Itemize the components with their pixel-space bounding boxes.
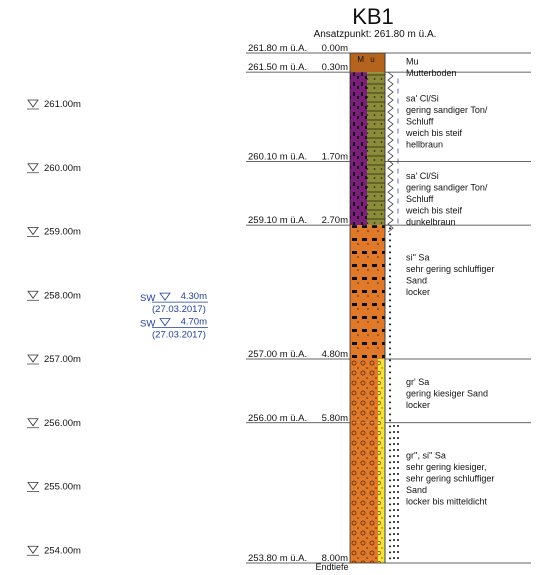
stratum-fill xyxy=(350,225,385,359)
groundwater-level: 4.70m xyxy=(180,316,207,328)
dot-mark xyxy=(393,533,395,535)
dot-mark xyxy=(389,443,391,445)
cohesive-symbol xyxy=(388,72,393,232)
boundary-depth: 8.00m xyxy=(321,553,348,564)
dot-mark xyxy=(397,455,399,457)
layer-description-line: locker bis mitteldicht xyxy=(406,496,488,507)
dot-mark xyxy=(389,467,391,469)
dot-mark xyxy=(397,539,399,541)
dot-mark xyxy=(393,527,395,529)
dot-mark xyxy=(389,245,391,247)
dot-mark xyxy=(389,281,391,283)
layer-description-line: si'' Sa xyxy=(406,252,430,263)
dot-mark xyxy=(389,401,391,403)
elevation-scale-label: 254.00m xyxy=(44,545,81,557)
dot-mark xyxy=(393,515,395,517)
dot-mark xyxy=(393,449,395,451)
dot-mark xyxy=(397,557,399,559)
stratum-fill xyxy=(350,72,367,225)
dot-mark xyxy=(397,437,399,439)
boundary-elevation: 261.50 m ü.A. xyxy=(248,62,308,74)
dot-mark xyxy=(393,545,395,547)
dot-mark xyxy=(389,527,391,529)
dot-mark xyxy=(397,431,399,433)
boundary-depth: 2.70m xyxy=(321,215,348,227)
dot-mark xyxy=(389,317,391,319)
dot-mark xyxy=(389,329,391,331)
layer-description-line: Sand xyxy=(406,275,428,286)
elevation-scale-label: 256.00m xyxy=(44,417,81,429)
layer-description-line: Schluff xyxy=(406,194,434,205)
layer-description-line: locker xyxy=(406,399,431,410)
dot-mark xyxy=(397,443,399,445)
layer-description-line: sehr gering kiesiger, xyxy=(406,461,487,472)
dot-mark xyxy=(389,551,391,553)
dot-mark xyxy=(389,299,391,301)
dot-mark xyxy=(389,497,391,499)
boundary-elevation: 260.10 m ü.A. xyxy=(248,151,308,163)
layer-description-line: dunkelbraun xyxy=(406,217,456,228)
dot-mark xyxy=(389,233,391,235)
dot-mark xyxy=(389,389,391,391)
water-level-triangle-icon xyxy=(160,293,170,300)
dot-mark xyxy=(389,557,391,559)
dot-mark xyxy=(389,461,391,463)
dot-mark xyxy=(389,395,391,397)
level-triangle-icon xyxy=(28,419,38,426)
dot-mark xyxy=(389,287,391,289)
log-title: KB1 xyxy=(352,4,394,29)
dot-mark xyxy=(389,455,391,457)
elevation-scale-label: 255.00m xyxy=(44,481,81,493)
dot-mark xyxy=(389,371,391,373)
dot-mark xyxy=(393,551,395,553)
dot-mark xyxy=(389,269,391,271)
dot-mark xyxy=(393,467,395,469)
gravel-strip xyxy=(378,359,385,563)
layer-description-line: gering sandiger Ton/ xyxy=(406,182,488,193)
dot-mark xyxy=(397,473,399,475)
level-triangle-icon xyxy=(28,546,38,553)
dot-mark xyxy=(397,521,399,523)
level-triangle-icon xyxy=(28,164,38,171)
dot-mark xyxy=(393,479,395,481)
dot-mark xyxy=(397,479,399,481)
dot-mark xyxy=(393,557,395,559)
elevation-scale-label: 257.00m xyxy=(44,354,81,365)
boundary-elevation: 261.80 m ü.A. xyxy=(248,43,308,54)
dot-mark xyxy=(389,413,391,415)
dot-mark xyxy=(389,437,391,439)
layer-description-line: weich bis steif xyxy=(406,127,463,138)
dot-mark xyxy=(397,449,399,451)
topsoil-code: M u xyxy=(357,55,377,64)
dot-mark xyxy=(389,545,391,547)
dot-mark xyxy=(389,431,391,433)
dot-mark xyxy=(393,521,395,523)
boundary-elevation: 257.00 m ü.A. xyxy=(248,349,308,360)
dot-mark xyxy=(389,521,391,523)
dot-mark xyxy=(397,533,399,535)
layer-description-line: Sand xyxy=(406,484,428,495)
dot-mark xyxy=(389,383,391,385)
layer-description-line: gering kiesiger Sand xyxy=(406,388,489,399)
elevation-scale-label: 259.00m xyxy=(44,226,81,238)
layer-description-line: gr' Sa xyxy=(406,376,430,387)
layer-description-line: sehr gering schluffiger xyxy=(406,264,495,275)
dot-mark xyxy=(389,503,391,505)
groundwater-level: 4.30m xyxy=(180,291,207,303)
elevation-scale-label: 258.00m xyxy=(44,290,81,302)
layer-description-line: Mutterboden xyxy=(406,67,457,78)
dot-mark xyxy=(389,485,391,487)
dot-mark xyxy=(389,509,391,511)
dot-mark xyxy=(393,473,395,475)
dot-mark xyxy=(389,449,391,451)
dot-mark xyxy=(389,407,391,409)
dot-mark xyxy=(389,515,391,517)
dot-mark xyxy=(389,359,391,361)
dot-mark xyxy=(393,497,395,499)
dot-mark xyxy=(397,461,399,463)
elevation-scale-label: 260.00m xyxy=(44,162,81,174)
dot-mark xyxy=(397,551,399,553)
dot-mark xyxy=(393,437,395,439)
dot-mark xyxy=(393,431,395,433)
dot-mark xyxy=(389,251,391,253)
dot-mark xyxy=(389,341,391,343)
level-triangle-icon xyxy=(28,355,38,362)
layer-description-line: locker xyxy=(406,287,431,298)
dot-mark xyxy=(397,527,399,529)
dot-mark xyxy=(389,419,391,421)
layer-description-line: gr'', si'' Sa xyxy=(406,450,446,461)
dot-mark xyxy=(397,515,399,517)
dot-mark xyxy=(389,293,391,295)
layer-descriptions xyxy=(405,56,494,506)
dot-mark xyxy=(389,353,391,355)
dot-mark xyxy=(389,335,391,337)
end-depth-label: Endtiefe xyxy=(315,562,349,572)
dot-mark xyxy=(397,485,399,487)
dot-mark xyxy=(389,275,391,277)
dot-mark xyxy=(397,425,399,427)
dot-mark xyxy=(389,323,391,325)
dot-mark xyxy=(393,509,395,511)
boundary-elevation: 256.00 m ü.A. xyxy=(248,412,308,424)
elevation-scale-label: 261.00m xyxy=(44,99,81,110)
dot-mark xyxy=(397,509,399,511)
groundwater-date: (27.03.2017) xyxy=(152,329,206,341)
dot-mark xyxy=(393,443,395,445)
groundwater-date: (27.03.2017) xyxy=(152,304,206,316)
water-level-triangle-icon xyxy=(160,319,170,326)
boundary-elevation: 253.80 m ü.A. xyxy=(248,553,308,564)
layer-boundaries xyxy=(246,43,531,564)
dot-mark xyxy=(393,461,395,463)
layer-description-line: sehr gering schluffiger xyxy=(406,473,495,484)
boundary-depth: 5.80m xyxy=(321,412,348,424)
dot-mark xyxy=(393,455,395,457)
level-triangle-icon xyxy=(28,291,38,298)
layer-description-line: Mu xyxy=(406,56,419,67)
dot-mark xyxy=(389,263,391,265)
boundary-depth: 4.80m xyxy=(321,349,348,360)
dot-mark xyxy=(389,239,391,241)
layer-description-line: Schluff xyxy=(406,116,434,127)
dot-mark xyxy=(389,347,391,349)
groundwater-prefix: SW xyxy=(140,318,156,330)
dot-mark xyxy=(389,539,391,541)
dot-mark xyxy=(389,305,391,307)
dot-mark xyxy=(389,533,391,535)
dot-mark xyxy=(389,473,391,475)
level-triangle-icon xyxy=(28,483,38,490)
dot-mark xyxy=(389,227,391,229)
dot-mark xyxy=(393,503,395,505)
stratum-fill xyxy=(367,72,385,225)
layer-description-line: gering sandiger Ton/ xyxy=(406,104,488,115)
dot-mark xyxy=(389,311,391,313)
elevation-scale xyxy=(27,99,81,556)
dot-mark xyxy=(393,491,395,493)
dot-mark xyxy=(389,377,391,379)
dot-mark xyxy=(397,491,399,493)
dot-mark xyxy=(389,257,391,259)
dot-mark xyxy=(393,539,395,541)
dot-mark xyxy=(397,497,399,499)
boundary-depth: 0.30m xyxy=(321,62,348,74)
dot-mark xyxy=(397,467,399,469)
dot-mark xyxy=(397,545,399,547)
dot-mark xyxy=(393,485,395,487)
level-triangle-icon xyxy=(28,228,38,235)
dot-mark xyxy=(389,365,391,367)
groundwater-markers xyxy=(140,291,208,341)
dot-mark xyxy=(389,425,391,427)
layer-description-line: sa' Cl/Si xyxy=(406,171,439,182)
dot-mark xyxy=(397,503,399,505)
dot-mark xyxy=(389,491,391,493)
dot-mark xyxy=(389,479,391,481)
groundwater-prefix: SW xyxy=(140,293,156,305)
layer-description-line: hellbraun xyxy=(406,139,444,150)
boundary-depth: 1.70m xyxy=(321,151,348,163)
strata-column xyxy=(350,53,399,563)
level-triangle-icon xyxy=(28,100,38,107)
dot-mark xyxy=(393,425,395,427)
layer-description-line: sa' Cl/Si xyxy=(406,93,439,104)
boundary-depth: 0.00m xyxy=(321,43,348,54)
boundary-elevation: 259.10 m ü.A. xyxy=(248,215,308,227)
log-subtitle: Ansatzpunkt: 261.80 m ü.A. xyxy=(313,29,437,40)
layer-description-line: weich bis steif xyxy=(406,205,463,216)
